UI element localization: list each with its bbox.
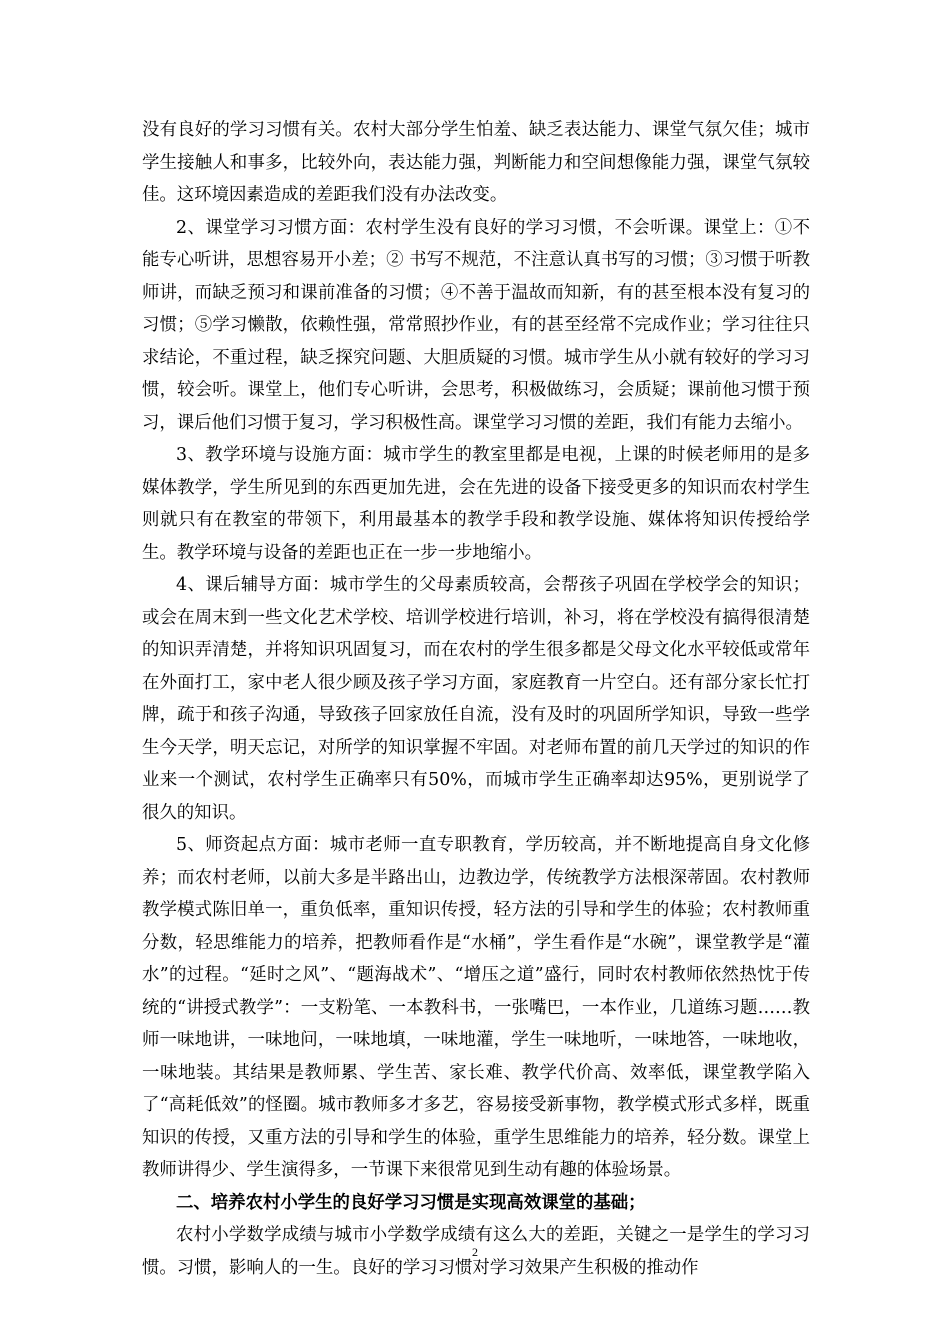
paragraph-closing: 农村小学数学成绩与城市小学数学成绩有这么大的差距，关键之一是学生的学习习惯。习惯，影响人的一生。良好的学习习惯对学习效果产生积极的推动作 — [142, 1225, 810, 1278]
section-heading: 二、培养农村小学生的良好学习习惯是实现高效课堂的基础； — [176, 1192, 646, 1213]
paragraph-teacher-qualifications: 5、师资起点方面：城市老师一直专职教育，学历较高，并不断地提高自身文化修养；而农村老师，以前大多是半路出山，边教边学，传统教学方法根深蒂固。农村教师教学模式陈旧单一，重负低率，重知识传授，轻方法的引导和学生的体验；农村教师重分数，轻思维能力的培养，把教师看作是“水桶”，学生看作是“水碗”，课堂教学是“灌水”的过程。“延时之风”、“题海战术”、“增压之道”盛行，同时农村教师依然热忱于传统的“讲授式教学”：一支粉笔、一本教科书，一张嘴巴，一本作业，几道练习题……教师一味地讲，一味地问，一味地填，一味地灌，学生一味地听，一味地答，一味地收，一味地装。其结果是教师累、学生苦、家长难、教学代价高、效率低，课堂教学陷入了“高耗低效”的怪圈。城市教师多才多艺，容易接受新事物，教学模式形式多样，既重知识的传授，又重方法的引导和学生的体验，重学生思维能力的培养，轻分数。课堂上教师讲得少、学生演得多，一节课下来很常见到生动有趣的体验场景。 — [142, 835, 810, 1180]
page-number: 2 — [472, 1245, 478, 1259]
paragraph-after-class-tutoring: 4、课后辅导方面：城市学生的父母素质较高，会帮孩子巩固在学校学会的知识；或会在周末到一些文化艺术学校、培训学校进行培训，补习，将在学校没有搞得很清楚的知识弄清楚，并将知识巩固复习，而在农村的学生很多都是父母文化水平较低或常年在外面打工，家中老人很少顾及孩子学习方面，家庭教育一片空白。还有部分家长忙打牌，疏于和孩子沟通，导致孩子回家放任自流，没有及时的巩固所学知识，导致一些学生今天学，明天忘记，对所学的知识掌握不牢固。对老师布置的前几天学过的知识的作业来一个测试，农村学生正确率只有50%，而城市学生正确率却达95%，更别说学了很久的知识。 — [142, 575, 810, 823]
paragraph-continuation: 没有良好的学习习惯有关。农村大部分学生怕羞、缺乏表达能力、课堂气氛欠佳；城市学生接触人和事多，比较外向，表达能力强，判断能力和空间想像能力强，课堂气氛较佳。这环境因素造成的差距我们没有办法改变。 — [142, 120, 810, 205]
paragraph-classroom-habits: 2、课堂学习习惯方面：农村学生没有良好的学习习惯，不会听课。课堂上：①不能专心听讲，思想容易开小差；② 书写不规范，不注意认真书写的习惯；③习惯于听教师讲，而缺乏预习和课前准备的习惯；④不善于温故而知新，有的甚至根本没有复习的习惯；⑤学习懒散，依赖性强，常常照抄作业，有的甚至经常不完成作业；学习往往只求结论，不重过程，缺乏探究问题、大胆质疑的习惯。城市学生从小就有较好的学习习惯，较会听。课堂上，他们专心听讲，会思考，积极做练习，会质疑；课前他习惯于预习，课后他们习惯于复习，学习积极性高。课堂学习习惯的差距，我们有能力去缩小。 — [142, 217, 810, 433]
document-body — [142, 114, 810, 1284]
paragraph-teaching-environment: 3、教学环境与设施方面：城市学生的教室里都是电视，上课的时候老师用的是多媒体教学，学生所见到的东西更加先进，会在先进的设备下接受更多的知识而农村学生则就只有在教室的带领下，利用最基本的教学手段和教学设施、媒体将知识传授给学生。教学环境与设备的差距也正在一步一步地缩小。 — [142, 445, 810, 563]
